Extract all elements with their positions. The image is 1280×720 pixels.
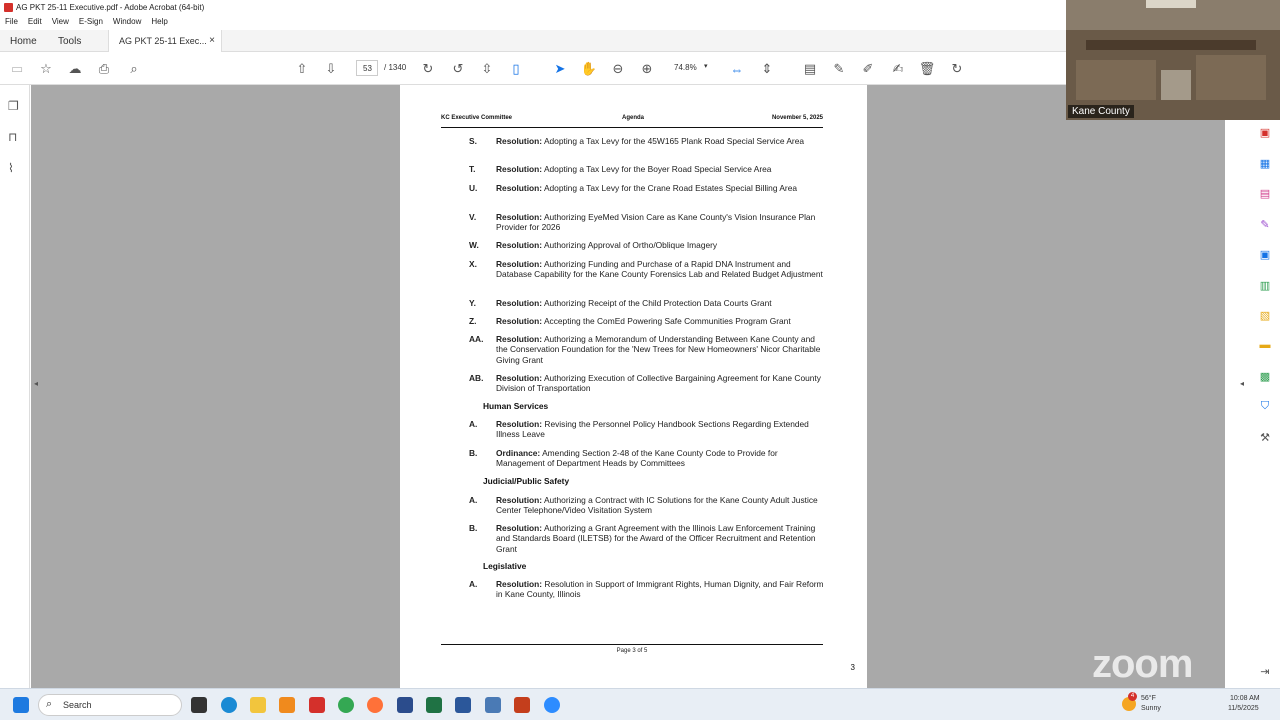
search-icon: ⌕: [46, 698, 53, 710]
menu-bar: [0, 16, 1066, 30]
organize-pages-icon[interactable]: ▤: [1259, 188, 1271, 200]
fit-width-icon[interactable]: ⇔: [730, 61, 744, 77]
rotate-left-icon[interactable]: ↺: [452, 61, 464, 76]
notification-badge: 4: [1128, 692, 1137, 701]
scan-ocr-icon[interactable]: ▩: [1259, 371, 1271, 383]
comment-icon[interactable]: ▤: [803, 61, 817, 76]
taskbar-search-label: Search: [63, 700, 92, 710]
taskbar: [0, 688, 1280, 720]
left-rail: [0, 85, 30, 688]
section-title: Legislative: [483, 561, 527, 571]
right-tools-rail: [1250, 120, 1280, 688]
tab-home[interactable]: Home: [10, 36, 37, 47]
word-icon[interactable]: [455, 697, 471, 713]
pdf-page: KC Executive Committee Agenda November 5, 2025 S. Resolution: Adopting a Tax Levy for the 45W165 Plank Road Special Service Area T. Resolution: Adopting a Tax Levy for the Boyer Road Special Service Area U. Resolution: Adopting a Tax Levy for the Crane Road Estates Special Billing Area V. Resolution: Authorizing EyeMed Vision Care as Kane County's Vision Insurance Plan Provider for 2026 W. Resolution: Authorizing Approval of Ortho/Oblique Imagery X. Resolution: Authorizing Funding and Purchase of a Rapid DNA Instrument and Database Capability for the Kane County Forensics Lab and Related Budget Adjustment Y. Resolution: Authorizing Receipt of the Child Protection Data Courts Grant Z. Resolution: Accepting the ComEd Powering Safe Communities Program Grant AA. Resolution: Authorizing a Memorandum of Understanding Between Kane County and the Conservation Foundation for the 'New Trees for New Homeowners' Nicor Charitable Giving Grant AB. Resolution: Authorizing Execution of Collective Bargaining Agreement for Kane County Division of Transportation Human Services A. Resolution: Revising the Personnel Policy Handbook Sections Regarding Extended Illness Leave B. Ordinance: Amending Section 2-48 of the Kane County Code to Provide for Management of Department Heads by Committees Judicial/Public Safety A. Resolution: Authorizing a Contract with IC Solutions for the Kane County Adult Justice Center Telephone/Video Visitation System B. Resolution: Authorizing a Grant Agreement with the Illinois Law Enforcement Training and Standards Board (ILETSB) for the Award of the Officer Recruitment and Retention Grant Legislative A. Resolution: Resolution in Support of Immigrant Rights, Human Dignity, and Fair Reform in Kane County, Illinois Page 3 of 5 3: [400, 85, 867, 688]
edit-pdf-icon[interactable]: ▥: [1259, 280, 1271, 292]
file-explorer-icon[interactable]: [250, 697, 266, 713]
protect-icon[interactable]: ⛉: [1260, 400, 1270, 412]
delete-icon[interactable]: 🗑: [918, 61, 936, 76]
tab-tools[interactable]: Tools: [58, 36, 82, 47]
comment-tool-icon[interactable]: ▬: [1259, 339, 1271, 351]
chrome-icon[interactable]: [338, 697, 354, 713]
tab-document-label: AG PKT 25-11 Exec...: [119, 36, 207, 46]
excel-icon[interactable]: [426, 697, 442, 713]
more-tools-icon[interactable]: ⚒: [1260, 432, 1270, 444]
bookmark-icon[interactable]: ⊓: [8, 130, 18, 144]
acrobat-taskbar-icon[interactable]: [309, 697, 325, 713]
firefox-icon[interactable]: [367, 697, 383, 713]
attachment-icon[interactable]: ⌇: [8, 161, 14, 175]
edge-icon[interactable]: [221, 697, 237, 713]
zoom-value: 74.8%: [674, 63, 697, 72]
chevron-down-icon: ▾: [704, 63, 708, 70]
fill-sign-icon[interactable]: ✎: [1260, 219, 1270, 231]
search-icon[interactable]: ⌕: [130, 61, 138, 76]
section-title: Judicial/Public Safety: [483, 476, 570, 486]
pdf-header-left: KC Executive Committee: [441, 115, 513, 121]
clock-date[interactable]: 11/5/2025: [1228, 705, 1259, 712]
menu-file[interactable]: File: [5, 17, 18, 26]
weather-temp: 56°F: [1141, 695, 1156, 702]
previous-page-icon[interactable]: ⇧: [296, 61, 308, 76]
cloud-upload-icon[interactable]: ☁: [68, 61, 82, 76]
page-view-icon[interactable]: ▯: [512, 61, 520, 76]
footer-rule: [441, 644, 823, 645]
pdf-header-right: November 5, 2025: [771, 115, 823, 121]
page-number-input[interactable]: 53: [356, 60, 378, 76]
combine-files-icon[interactable]: ▦: [1259, 158, 1271, 170]
section-title: Human Services: [483, 401, 549, 411]
menu-edit[interactable]: Edit: [27, 17, 42, 26]
select-cursor-icon[interactable]: ➤: [554, 61, 566, 76]
acrobat-app-icon: [4, 3, 13, 12]
video-feed: [1066, 0, 1280, 120]
zoom-watermark: zoom: [1092, 642, 1193, 686]
pages-panel-icon[interactable]: ❐: [8, 99, 19, 113]
window-title: AG PKT 25-11 Executive.pdf - Adobe Acrobat (64-bit): [16, 3, 205, 12]
participant-name: Kane County: [1068, 105, 1134, 118]
windows-start-icon[interactable]: [13, 697, 29, 713]
tab-document[interactable]: [108, 30, 222, 52]
create-pdf-icon[interactable]: ▣: [1259, 127, 1271, 139]
menu-esign[interactable]: E-Sign: [78, 17, 103, 26]
header-rule: [441, 127, 823, 128]
task-view-icon[interactable]: [191, 697, 207, 713]
fit-page-icon[interactable]: ⇳: [481, 61, 493, 76]
clock-time[interactable]: 10:08 AM: [1230, 695, 1260, 702]
pdf-header-center: Agenda: [622, 115, 645, 121]
expand-panel-icon[interactable]: ⇥: [1260, 666, 1270, 678]
print-icon[interactable]: ⎙: [98, 61, 110, 76]
draw-icon[interactable]: ✐: [862, 61, 874, 76]
collapse-right-icon[interactable]: ◂: [1240, 379, 1245, 388]
pdf-footer: Page 3 of 5: [616, 648, 648, 654]
app-icon[interactable]: [397, 697, 413, 713]
hand-tool-icon[interactable]: ✋: [580, 61, 598, 76]
taskbar-search[interactable]: [38, 694, 182, 716]
zoom-select[interactable]: [668, 60, 714, 76]
save-icon[interactable]: ▭: [10, 61, 24, 76]
powerpoint-icon[interactable]: [514, 697, 530, 713]
window-title-bar: [0, 0, 1066, 16]
menu-window[interactable]: Window: [112, 17, 142, 26]
export-pdf-icon[interactable]: ▣: [1259, 249, 1271, 261]
zoom-out-icon[interactable]: ⊖: [612, 61, 624, 76]
next-page-icon[interactable]: ⇩: [325, 61, 337, 76]
menu-help[interactable]: Help: [151, 17, 168, 26]
close-tab-icon[interactable]: ×: [209, 35, 215, 46]
calculator-icon[interactable]: [485, 697, 501, 713]
tab-bar: [0, 30, 1066, 52]
highlight-pen-icon[interactable]: ✎: [833, 61, 845, 76]
sign-icon[interactable]: ✍: [892, 61, 904, 76]
star-icon[interactable]: ☆: [40, 61, 52, 76]
weather-desc: Sunny: [1141, 705, 1161, 712]
rotate-icon[interactable]: ↻: [422, 61, 434, 76]
pdf-page-number: 3: [850, 663, 855, 672]
vlc-icon[interactable]: [279, 697, 295, 713]
meeting-room-video: [1066, 0, 1280, 120]
zoom-in-icon[interactable]: ⊕: [641, 61, 653, 76]
scroll-mode-icon[interactable]: ⇕: [761, 61, 773, 76]
request-sign-icon[interactable]: ▧: [1259, 310, 1271, 322]
collapse-left-icon[interactable]: ◂: [34, 379, 39, 388]
zoom-app-icon[interactable]: [544, 697, 560, 713]
menu-view[interactable]: View: [51, 17, 69, 26]
redo-icon[interactable]: ↻: [951, 61, 963, 76]
page-total: / 1340: [384, 63, 407, 72]
